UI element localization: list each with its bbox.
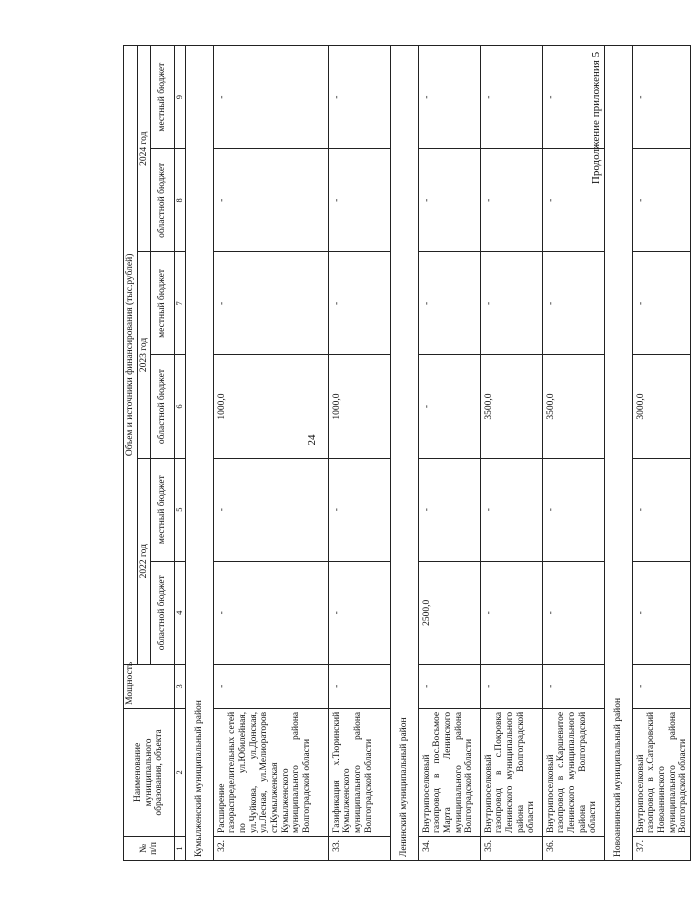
financing-table-container	[123, 45, 689, 861]
capacity-value: -	[328, 664, 390, 708]
value-2024-local: -	[542, 46, 604, 149]
appendix-continuation-heading: Продолжение приложения 5	[590, 51, 602, 185]
header-local-budget: местный бюджет	[151, 46, 175, 149]
value-2024-local: -	[213, 46, 328, 149]
section-title-novoanninsky: Новоаннинский муниципальный район	[604, 46, 632, 861]
capacity-value: -	[542, 664, 604, 708]
value-2023-local: -	[480, 252, 542, 355]
value-2024-regional: -	[328, 149, 390, 252]
page-number: 24	[306, 434, 318, 446]
value-2024-regional: -	[480, 149, 542, 252]
capacity-value: -	[213, 664, 328, 708]
value-2023-regional: 1000,0	[328, 355, 390, 458]
row-number: 35.	[480, 836, 542, 860]
value-2022-regional: 2500,0	[418, 561, 480, 664]
value-2022-local: -	[328, 458, 390, 561]
table-row	[632, 46, 690, 861]
row-number: 33.	[328, 836, 390, 860]
header-year-2022: 2022 год	[137, 458, 151, 664]
capacity-value: -	[632, 664, 690, 708]
object-name: Внутрипоселковый газопровод в пос.Восьмое Марта Ленинского муниципального района Волгоградской области	[418, 708, 480, 836]
column-number: 6	[175, 355, 186, 458]
value-2022-local: -	[632, 458, 690, 561]
section-row	[185, 46, 213, 861]
value-2023-regional: 3500,0	[480, 355, 542, 458]
header-year-2023: 2023 год	[137, 252, 151, 458]
value-2023-local: -	[328, 252, 390, 355]
value-2022-local: -	[418, 458, 480, 561]
value-2022-regional: -	[542, 561, 604, 664]
header-local-budget: местный бюджет	[151, 252, 175, 355]
header-name: Наименование муниципального образования, объекта	[124, 708, 175, 836]
value-2024-local: -	[328, 46, 390, 149]
value-2022-regional: -	[480, 561, 542, 664]
value-2023-local: -	[213, 252, 328, 355]
column-number: 9	[175, 46, 186, 149]
column-number: 1	[175, 836, 186, 860]
section-row	[604, 46, 632, 861]
value-2022-regional: -	[328, 561, 390, 664]
column-number: 2	[175, 708, 186, 836]
section-title-leninsky: Ленинский муниципальный район	[390, 46, 418, 861]
value-2024-local: -	[632, 46, 690, 149]
table-row	[418, 46, 480, 861]
table-row	[328, 46, 390, 861]
header-local-budget: местный бюджет	[151, 458, 175, 561]
value-2023-regional: 3000,0	[632, 355, 690, 458]
header-regional-budget: областной бюджет	[151, 355, 175, 458]
header-num: № п/п	[124, 836, 175, 860]
capacity-value: -	[480, 664, 542, 708]
value-2022-regional: -	[213, 561, 328, 664]
value-2024-local: -	[480, 46, 542, 149]
value-2024-regional: -	[213, 149, 328, 252]
value-2023-regional: 3500,0	[542, 355, 604, 458]
object-name: Внутрипоселковый газопровод в х.Сатаровский Новоаннинского муниципального района Волгоградской области	[632, 708, 690, 836]
column-number: 5	[175, 458, 186, 561]
object-name: Расширение газораспределительных сетей по ул.Юбилейная, ул.Чуйкова, ул.Донская, ул.Лесная, ул.Мелиораторов ст.Кумылженская Кумылженского муниципального района Волгоградской области	[213, 708, 328, 836]
object-name: Газификация х.Тюринский Кумылженского муниципального района Волгоградской области	[328, 708, 390, 836]
table-row	[480, 46, 542, 861]
table-row	[542, 46, 604, 861]
value-2022-local: -	[480, 458, 542, 561]
value-2023-local: -	[542, 252, 604, 355]
value-2024-regional: -	[632, 149, 690, 252]
value-2024-local: -	[418, 46, 480, 149]
column-number: 8	[175, 149, 186, 252]
value-2022-local: -	[542, 458, 604, 561]
column-number: 4	[175, 561, 186, 664]
row-number: 37.	[632, 836, 690, 860]
capacity-value: -	[418, 664, 480, 708]
row-number: 34.	[418, 836, 480, 860]
column-number: 7	[175, 252, 186, 355]
column-number-row	[175, 46, 186, 861]
column-number: 3	[175, 664, 186, 708]
header-capacity: Мощность	[124, 664, 175, 708]
value-2023-regional: 1000,0	[213, 355, 328, 458]
value-2022-local: -	[213, 458, 328, 561]
header-regional-budget: областной бюджет	[151, 561, 175, 664]
header-volume: Объем и источники финансирования (тыс.рублей)	[124, 46, 138, 665]
value-2024-regional: -	[542, 149, 604, 252]
header-year-2024: 2024 год	[137, 46, 151, 252]
header-regional-budget: областной бюджет	[151, 149, 175, 252]
row-number: 36.	[542, 836, 604, 860]
value-2024-regional: -	[418, 149, 480, 252]
section-row	[390, 46, 418, 861]
value-2023-regional: -	[418, 355, 480, 458]
row-number: 32.	[213, 836, 328, 860]
financing-table	[123, 45, 691, 861]
value-2023-local: -	[632, 252, 690, 355]
section-title-kumylzhensky: Кумылженский муниципальный район	[185, 46, 213, 861]
object-name: Внутрипоселковый газопровод в с.Каршевитое Ленинского муниципального района Волгоградской области	[542, 708, 604, 836]
value-2023-local: -	[418, 252, 480, 355]
table-row	[213, 46, 328, 861]
value-2022-regional: -	[632, 561, 690, 664]
object-name: Внутрипоселковый газопровод в с.Покровка Ленинского муниципального района Волгоградской области	[480, 708, 542, 836]
